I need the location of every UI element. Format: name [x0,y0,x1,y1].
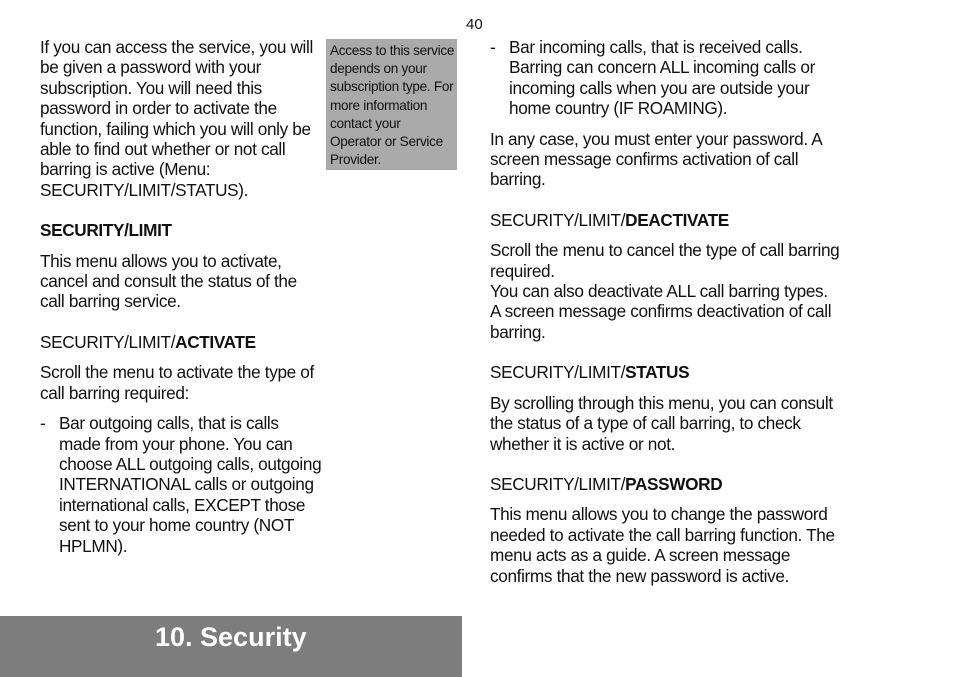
deactivate-paragraph-2: You can also deactivate ALL call barring types. [490,281,828,302]
password-heading: SECURITY/LIMIT/PASSWORD [490,473,723,494]
status-paragraph: By scrolling through this menu, you can consult the status of a type of call barring, to check whether it is active or not. [490,392,833,454]
bullet-incoming-calls [490,37,845,119]
bullet-dash: - [40,413,46,434]
left-column [40,37,322,566]
security-limit-paragraph: This menu allows you to activate, cancel and consult the status of the call barring service. [40,250,297,312]
bullet-incoming-text: Bar incoming calls, that is received calls. Barring can concern ALL incoming calls or incoming calls when you are outside your home country (IF ROAMING). [509,37,816,119]
status-heading: SECURITY/LIMIT/STATUS [490,362,690,383]
activate-heading: SECURITY/LIMIT/ACTIVATE [40,331,256,352]
bullet-outgoing-text: Bar outgoing calls, that is calls made from your phone. You can choose ALL outgoing calls, outgoing INTERNATIONAL calls or outgoing international calls, EXCEPT those sent to your home country (NOT HPLMN). [59,413,322,556]
password-paragraph: This menu allows you to change the password needed to activate the call barring function. The menu acts as a guide. A screen message confirms that the new password is active. [490,504,835,586]
page-number: 40 [466,16,483,33]
deactivate-paragraph-3: A screen message confirms deactivation of call barring. [490,301,832,342]
chapter-title: 10. Security [155,622,307,652]
security-limit-heading: SECURITY/LIMIT [40,220,172,241]
password-requirement-paragraph: In any case, you must enter your password. A screen message confirms activation of call barring. [490,128,822,190]
right-column [490,37,845,596]
bullet-dash: - [490,37,496,57]
bullet-outgoing-calls [40,413,322,556]
deactivate-paragraph-1: Scroll the menu to cancel the type of call barring required. [490,240,840,281]
activate-paragraph: Scroll the menu to activate the type of call barring required: [40,362,314,403]
subscription-note-box: Access to this service depends on your subscription type. For more information contact your Operator or Service Provider. [326,39,457,170]
intro-paragraph: If you can access the service, you will be given a password with your subscription. You will need this password in order to activate the function, failing which you will only be able to find out whether or not call barring is active (Menu: SECURITY/LIMIT/STATUS). [40,37,313,200]
deactivate-heading: SECURITY/LIMIT/DEACTIVATE [490,209,729,230]
